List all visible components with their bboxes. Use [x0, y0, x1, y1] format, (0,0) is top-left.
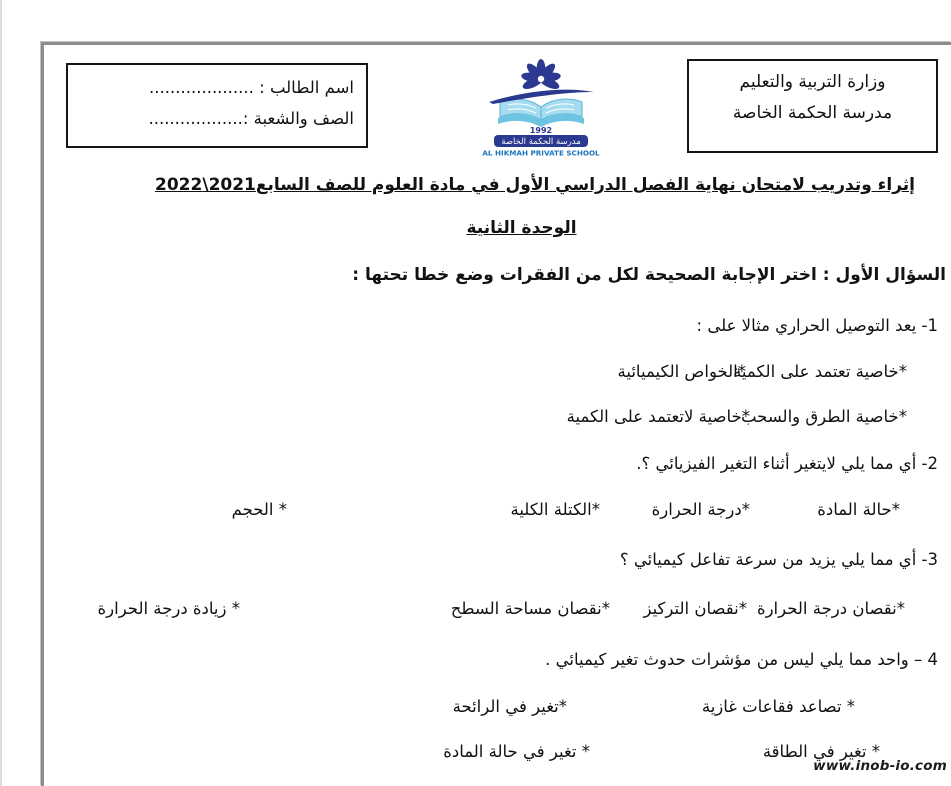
q4-option-d[interactable]: * تغير في حالة المادة: [443, 742, 590, 761]
watermark: www.inob-io.com: [813, 758, 947, 774]
q2-option-a[interactable]: *حالة المادة: [817, 500, 900, 519]
q3-option-c[interactable]: *نقصان مساحة السطح: [450, 599, 610, 618]
q1-option-a[interactable]: *خاصية تعتمد على الكمية: [733, 362, 907, 381]
ministry-box: [687, 59, 938, 153]
q1-option-d[interactable]: *خاصية لاتعتمد على الكمية: [566, 407, 750, 426]
q4-option-b[interactable]: *تغير في الرائحة: [452, 697, 567, 716]
exam-title: إثراء وتدريب لامتحان نهاية الفصل الدراسي الأول في مادة العلوم للصف السابع2021\2022: [155, 175, 915, 195]
question-1: 1- يعد التوصيل الحراري مثالا على :: [696, 316, 938, 335]
q1-option-c[interactable]: *خاصية الطرق والسحب: [740, 407, 907, 426]
q3-option-d[interactable]: * زيادة درجة الحرارة: [97, 599, 240, 618]
school-logo: [481, 57, 601, 157]
document-page: [41, 42, 951, 786]
q4-option-c[interactable]: * تغير في الطاقة: [762, 742, 880, 761]
unit-subtitle-text: الوحدة الثانية: [466, 218, 577, 238]
scan-edge-line: [0, 0, 2, 786]
student-class-field[interactable]: الصف والشعبة :..................: [148, 109, 354, 128]
section-header: السؤال الأول : اختر الإجابة الصحيحة لكل من الفقرات وضع خطا تحتها :: [352, 265, 946, 285]
question-3: 3- أي مما يلي يزيد من سرعة تفاعل كيميائي ؟: [619, 550, 938, 569]
q2-option-b[interactable]: *درجة الحرارة: [651, 500, 750, 519]
logo-school-name-ar: مدرسة الحكمة الخاصة: [501, 137, 581, 147]
ministry-line: وزارة التربية والتعليم: [739, 72, 886, 92]
lotus-flower-icon: [521, 59, 562, 92]
question-2: 2- أي مما يلي لايتغير أثناء التغير الفيزيائي ؟.: [636, 454, 938, 473]
q1-option-b[interactable]: *الخواص الكيميائية: [617, 362, 746, 381]
q3-option-a[interactable]: *نقصان درجة الحرارة: [756, 599, 905, 618]
q2-option-c[interactable]: *الكتلة الكلية: [510, 500, 600, 519]
open-book-icon: [498, 99, 584, 127]
student-info-box: [66, 63, 368, 148]
q2-option-d[interactable]: * الحجم: [231, 500, 287, 519]
q4-option-a[interactable]: * تصاعد فقاعات غازية: [701, 697, 855, 716]
logo-school-name-en: AL HIKMAH PRIVATE SCHOOL: [482, 148, 600, 157]
school-logo-icon: [481, 57, 601, 157]
school-line: مدرسة الحكمة الخاصة: [732, 103, 893, 123]
q3-option-b[interactable]: *نقصان التركيز: [643, 599, 747, 618]
unit-subtitle: [44, 218, 951, 238]
question-4: 4 – واحد مما يلي ليس من مؤشرات حدوث تغير كيميائي .: [545, 650, 938, 669]
logo-year: 1992: [529, 126, 553, 135]
student-name-field[interactable]: اسم الطالب : ....................: [149, 78, 354, 97]
